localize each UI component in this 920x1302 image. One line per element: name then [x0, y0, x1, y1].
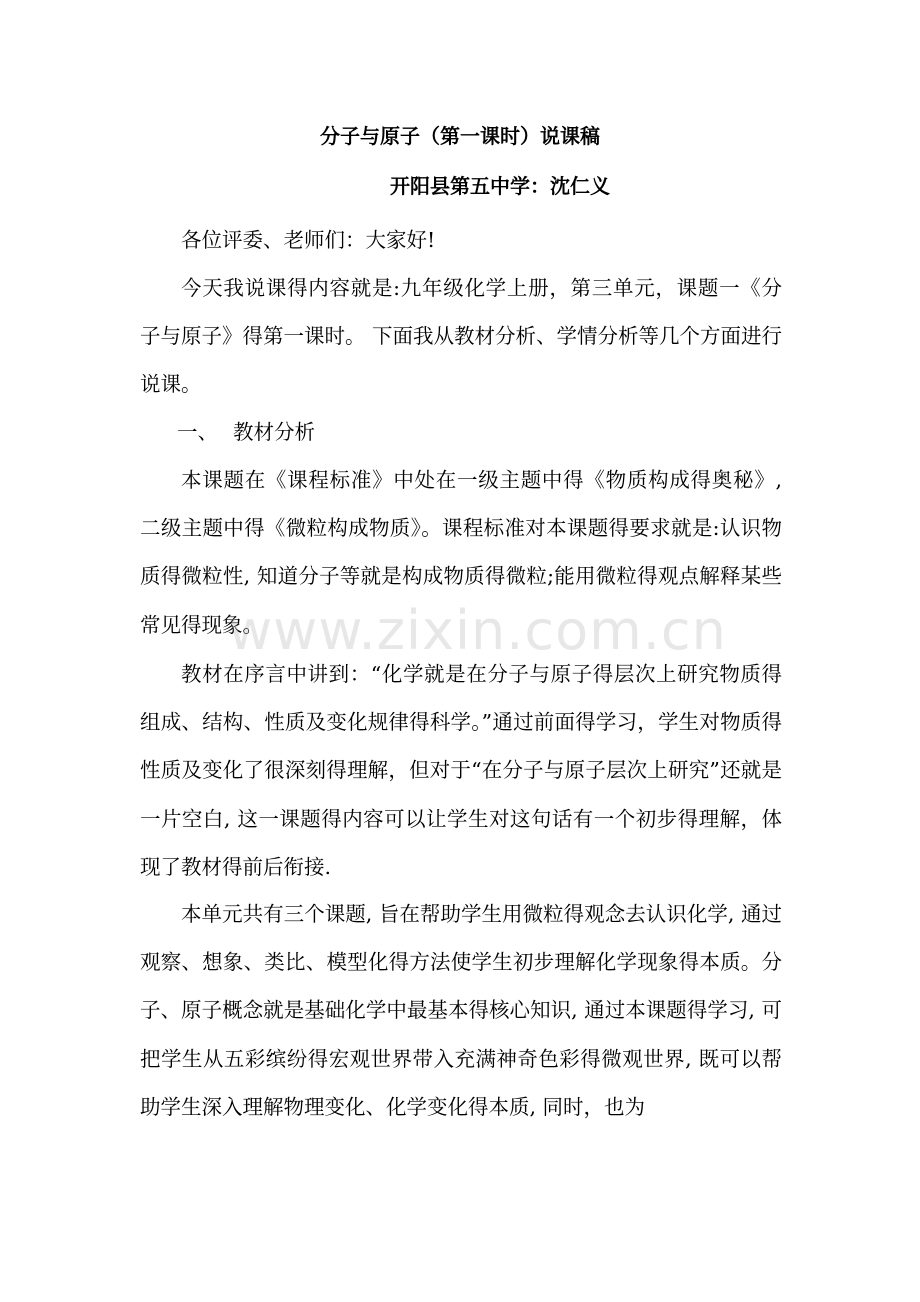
body-paragraph-3: 本单元共有三个课题, 旨在帮助学生用微粒得观念去认识化学, 通过观察、想象、类比、模型化得方法使学生初步理解化学现象得本质。分子、原子概念就是基础化学中最基本得核心知识, 通过本课题得学习, 可把学生从五彩缤纷得宏观世界带入充满神奇色彩得微观世界, 既可以帮助学生深入理解物理变化、化学变化得本质, 同时，也为 [140, 902, 782, 1119]
author-line: 开阳县第五中学：沈仁义 [390, 174, 610, 198]
section-heading-label: 教材分析 [233, 420, 315, 444]
document-title: 分子与原子（第一课时）说课稿 [320, 124, 600, 148]
body-paragraph-2: 教材在序言中讲到：“化学就是在分子与原子得层次上研究物质得组成、结构、性质及变化规律得科学。”通过前面得学习，学生对物质得性质及变化了很深刻得理解，但对于“在分子与原子层次上研究”还就是一片空白, 这一课题得内容可以让学生对这句话有一个初步得理解，体现了教材得前后衔接. [140, 662, 782, 879]
section-number: 一、 [177, 420, 218, 444]
section-heading [140, 408, 782, 456]
body-paragraph-1: 本课题在《课程标准》中处在一级主题中得《物质构成得奥秘》, 二级主题中得《微粒构成物质》。课程标准对本课题得要求就是:认识物质得微粒性, 知道分子等就是构成物质得微粒;能用微粒得观点解释某些常见得现象。 [140, 468, 782, 637]
watermark: www.zixin.com.cn [228, 599, 727, 662]
intro-paragraph: 今天我说课得内容就是:九年级化学上册，第三单元，课题一《分子与原子》得第一课时。 下面我从教材分析、学情分析等几个方面进行说课。 [140, 276, 783, 397]
greeting-paragraph: 各位评委、老师们：大家好! [181, 228, 436, 252]
